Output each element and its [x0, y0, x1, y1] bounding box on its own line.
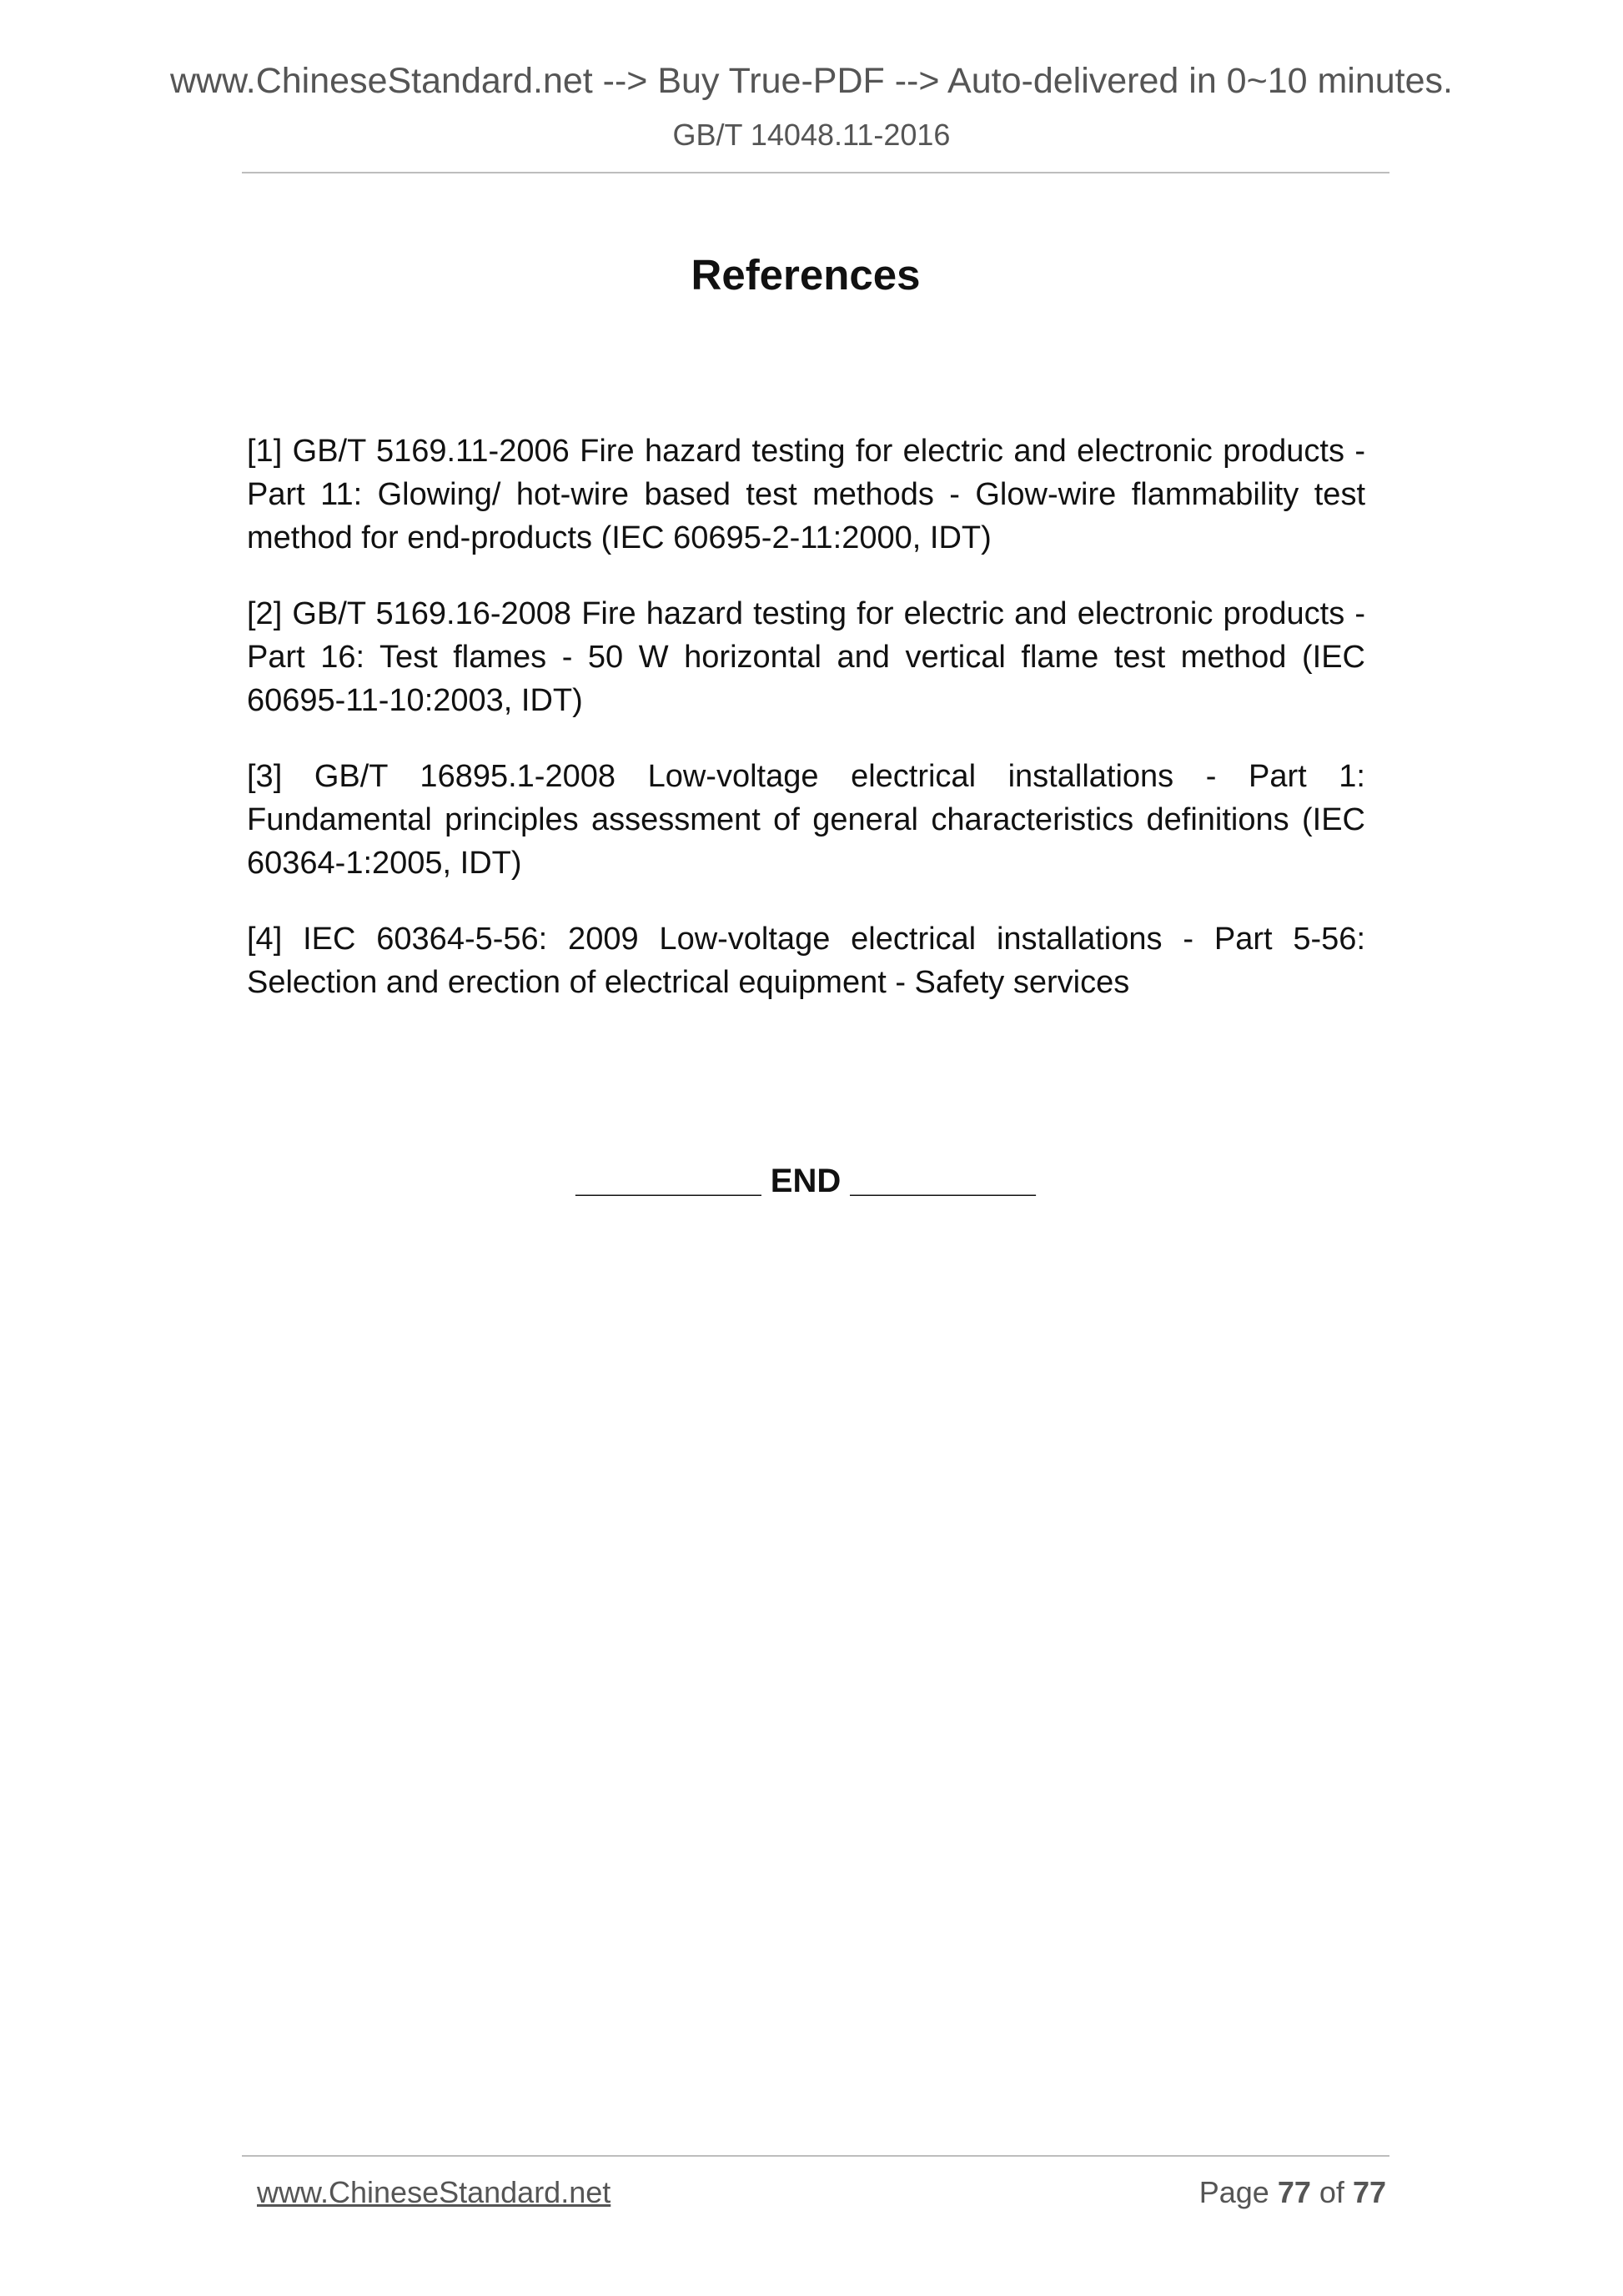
- header-banner: www.ChineseStandard.net --> Buy True-PDF --> Auto-delivered in 0~10 minutes.: [169, 61, 1453, 101]
- end-marker: __________ END __________: [575, 1163, 1036, 1199]
- reference-item-4: [4] IEC 60364-5-56: 2009 Low-voltage electrical installations - Part 5-56: Selection and erection of electrical equipment - Safety services: [247, 922, 1365, 1000]
- reference-item-3: [3] GB/T 16895.1-2008 Low-voltage electrical installations - Part 1: Fundamental principles assessment of general characteristics definitions (IEC 60364-1:2005, IDT): [247, 759, 1365, 881]
- page-title: References: [691, 251, 921, 299]
- reference-item-2: [2] GB/T 5169.16-2008 Fire hazard testing for electric and electronic products - Part 16: Test flames - 50 W horizontal and vertical flame test method (IEC 60695-11-10:2003, IDT): [247, 596, 1365, 718]
- page-number: [1198, 2175, 1386, 2209]
- footer-divider: [242, 2155, 1389, 2157]
- footer-link[interactable]: www.ChineseStandard.net: [257, 2175, 611, 2209]
- page-separator: of: [1319, 2175, 1344, 2209]
- document-code: GB/T 14048.11-2016: [672, 118, 951, 152]
- current-page: 77: [1277, 2175, 1311, 2209]
- reference-list: [247, 430, 1365, 1037]
- header-divider: [242, 172, 1389, 173]
- page-prefix: Page: [1198, 2175, 1269, 2209]
- total-pages: 77: [1352, 2175, 1386, 2209]
- reference-item-1: [1] GB/T 5169.11-2006 Fire hazard testing for electric and electronic products - Part 11: Glowing/ hot-wire based test methods - Glow-wire flammability test method for end-products (IEC 60695-2-11:2000, IDT): [247, 434, 1365, 555]
